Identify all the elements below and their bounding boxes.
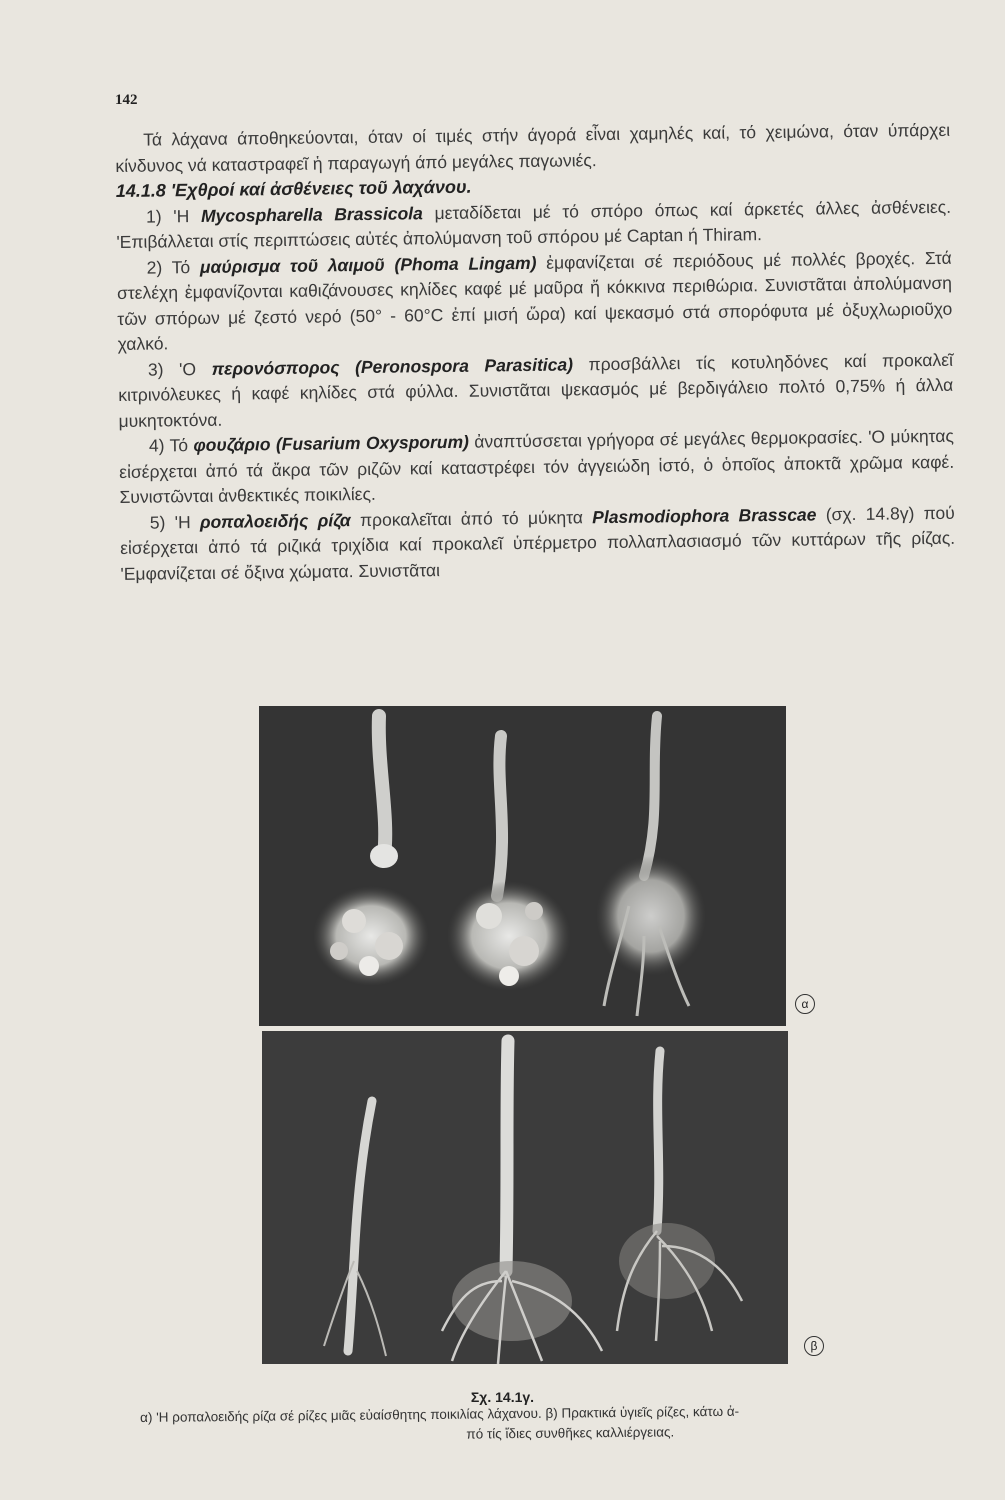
disease-name: μαύρισμα τοῦ λαιμοῦ (Phoma Lingam) <box>199 252 537 277</box>
disease-name: περονόσπορος (Peronospora Parasitica) <box>211 353 574 379</box>
intro-paragraph: Τά λάχανα άποθηκεύονται, όταν οί τιμές στήν άγορά εἶναι χαμηλές καί, τό χειμώνα, όταν ύπάρχει κίνδυνος νά καταστραφεῖ ἡ παραγωγή άπό μεγάλες παγωνιές. <box>115 119 951 176</box>
item-prefix: 2) Τό <box>146 256 201 278</box>
disease-item-5 <box>120 500 956 587</box>
disease-name: φουζάριο (Fusarium Oxysporum) <box>193 431 470 456</box>
page-number: 142 <box>115 92 138 108</box>
body-text <box>115 118 956 587</box>
caption-line-1: α) 'Η ροπαλοειδής ρίζα σέ ρίζες μιᾶς εὐαίσθητης ποικιλίας λάχανου. β) Πρακτικά ὑγιεῖς ρίζες, κάτω ἀ- <box>140 1403 740 1425</box>
disease-name: Mycospharella Brassicola <box>200 202 423 226</box>
item-text: ἐμφανίζεται σέ περιόδους μέ πολλές βροχές. Στά στελέχη ἐμφανίζονται καθιζάνουσες κηλίδες καφέ μέ μαῦρα ἤ κόκκινα περιθώρια. Συνιστᾶται ἀπολύμανση τῶν σπόρων μέ ζεστό νερό (50° - 60°C ἐπί μισή ὥρα) καί ψεκασμό στά σπορόφυτα μέ ὀξυχλωριοῦχο χαλκό. <box>116 247 953 354</box>
disease-item-3 <box>118 347 954 434</box>
figure-caption-title: Σχ. 14.1γ. <box>470 1389 535 1405</box>
item-prefix: 3) 'Ο <box>147 358 212 380</box>
disease-name: ροπαλοειδής ρίζα <box>199 509 351 532</box>
item-prefix: 4) Τό <box>148 435 194 456</box>
item-text: προκαλεῖται ἀπό τό μύκητα <box>350 506 593 530</box>
photo-clubroot-roots <box>259 706 786 1026</box>
item-text: ἀναπτύσσεται γρήγορα σέ μεγάλες θερμοκρασίες. 'Ο μύκητας εἰσέρχεται ἀπό τά ἄκρα τῶν ριζῶν καί καταστρέφει τόν ἀγγειώδη ἱστό, ὁ ὁποῖος ἀποκτᾶ χρῶμα καφέ. Συνιστῶνται ἀνθεκτικές ποικιλίες. <box>119 425 955 507</box>
item-text: προσβάλλει τίς κοτυληδόνες καί προκαλεῖ κιτρινόλευκες ή καφέ κηλίδες στά φύλλα. Συνιστᾶται ψεκασμός μέ βερδιγάλειο πολτό 0,75% ή άλλα μυκητοκτόνα. <box>118 349 954 431</box>
item-text: μεταδίδεται μέ τό σπόρο όπως καί άρκετές άλλες ἀσθένειες. 'Επιβάλλεται στίς περιπτώσεις αὐτές ἀπολύμανση τοῦ σπόρου μέ Captan ή Thiram. <box>116 196 952 252</box>
item-prefix: 5) 'Η <box>149 511 201 533</box>
pathogen-name: Plasmodiophora Brasscae <box>592 503 817 527</box>
figure-label-a: α <box>795 994 815 1014</box>
caption-line-2: πό τίς ἴδιες συνθῆκες καλλιέργειας. <box>466 1424 675 1442</box>
section-heading: 14.1.8 'Εχθροί καί ἀσθένειες τοῦ λαχάνου. <box>115 176 472 201</box>
item-prefix: 1) 'Η <box>145 205 202 227</box>
figure-caption <box>140 1399 970 1448</box>
photo-healthy-roots <box>262 1031 788 1364</box>
figure-label-b: β <box>804 1336 824 1356</box>
disease-item-4 <box>119 424 955 511</box>
item-text-2: (σχ. 14.8γ) πού εἰσέρχεται ἀπό τά ριζικά τριχίδια καί προκαλεῖ ὑπέρμετρο πολλαπλασιασμό τῶν κυττάρων τῆς ρίζας. 'Εμφανίζεται σέ ὄξινα χώματα. Συνιστᾶται <box>120 502 956 584</box>
disease-item-2 <box>117 245 953 357</box>
